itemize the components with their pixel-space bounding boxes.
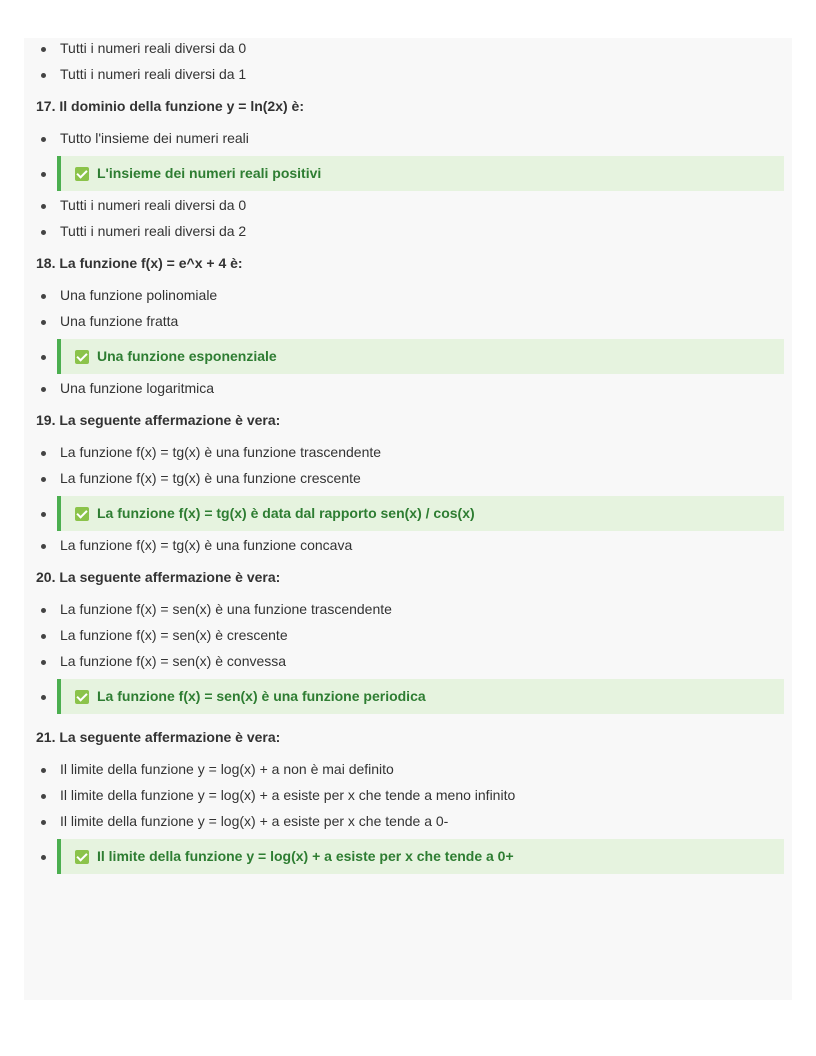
correct-answer-label: La funzione f(x) = sen(x) è una funzione periodica	[97, 688, 426, 704]
answer-item	[24, 287, 792, 304]
correct-answer-highlight	[57, 839, 784, 874]
answer-label: Tutti i numeri reali diversi da 2	[60, 223, 247, 239]
answer-item	[24, 537, 792, 554]
answer-item	[24, 787, 792, 804]
answer-item	[24, 66, 792, 83]
question-title: 17. Il dominio della funzione y = ln(2x) è:	[36, 98, 304, 114]
correct-answer-highlight	[57, 339, 784, 374]
checkbox-checked-icon	[75, 167, 89, 181]
answer-item	[24, 40, 792, 57]
correct-answer-item	[24, 496, 792, 531]
answer-label: Tutti i numeri reali diversi da 0	[60, 197, 247, 213]
question-title: 21. La seguente affermazione è vera:	[36, 729, 281, 745]
answer-item	[24, 313, 792, 330]
answer-label: Una funzione logaritmica	[60, 380, 215, 396]
answer-label: Tutti i numeri reali diversi da 1	[60, 66, 247, 82]
answer-label: Una funzione polinomiale	[60, 287, 218, 303]
answer-item	[24, 470, 792, 487]
answer-label: La funzione f(x) = tg(x) è una funzione trascendente	[60, 444, 382, 460]
option-list	[24, 287, 792, 397]
answer-label: Tutti i numeri reali diversi da 0	[60, 40, 247, 56]
correct-answer-highlight	[57, 679, 784, 714]
answer-item	[24, 813, 792, 830]
option-list	[24, 444, 792, 554]
option-list	[24, 40, 792, 83]
answer-label: Il limite della funzione y = log(x) + a non è mai definito	[60, 761, 394, 777]
answer-label: Il limite della funzione y = log(x) + a esiste per x che tende a 0-	[60, 813, 449, 829]
answer-label: La funzione f(x) = tg(x) è una funzione crescente	[60, 470, 361, 486]
question-title: 18. La funzione f(x) = e^x + 4 è:	[36, 255, 243, 271]
answer-label: La funzione f(x) = sen(x) è una funzione trascendente	[60, 601, 392, 617]
correct-answer-highlight	[57, 156, 784, 191]
correct-answer-label: La funzione f(x) = tg(x) è data dal rapporto sen(x) / cos(x)	[97, 505, 475, 521]
answer-item	[24, 380, 792, 397]
question-title: 19. La seguente affermazione è vera:	[36, 412, 281, 428]
answer-label: La funzione f(x) = sen(x) è convessa	[60, 653, 287, 669]
correct-answer-label: Il limite della funzione y = log(x) + a esiste per x che tende a 0+	[97, 848, 514, 864]
answer-item	[24, 653, 792, 670]
answer-item	[24, 197, 792, 214]
correct-answer-item	[24, 679, 792, 714]
correct-answer-item	[24, 156, 792, 191]
answer-label: La funzione f(x) = sen(x) è crescente	[60, 627, 288, 643]
correct-answer-item	[24, 339, 792, 374]
correct-answer-label: L'insieme dei numeri reali positivi	[97, 165, 322, 181]
answer-label: La funzione f(x) = tg(x) è una funzione concava	[60, 537, 353, 553]
correct-answer-item	[24, 839, 792, 874]
checkbox-checked-icon	[75, 850, 89, 864]
checkbox-checked-icon	[75, 507, 89, 521]
answer-label: Tutto l'insieme dei numeri reali	[60, 130, 249, 146]
option-list	[24, 130, 792, 240]
answer-item	[24, 444, 792, 461]
checkbox-checked-icon	[75, 690, 89, 704]
answer-item	[24, 627, 792, 644]
answer-item	[24, 223, 792, 240]
correct-answer-highlight	[57, 496, 784, 531]
question-title: 20. La seguente affermazione è vera:	[36, 569, 281, 585]
answer-item	[24, 761, 792, 778]
answer-item	[24, 130, 792, 147]
answer-label: Una funzione fratta	[60, 313, 179, 329]
checkbox-checked-icon	[75, 350, 89, 364]
option-list	[24, 601, 792, 714]
option-list	[24, 761, 792, 874]
answer-label: Il limite della funzione y = log(x) + a esiste per x che tende a meno infinito	[60, 787, 516, 803]
correct-answer-label: Una funzione esponenziale	[97, 348, 277, 364]
answer-item	[24, 601, 792, 618]
quiz-content	[24, 38, 792, 880]
